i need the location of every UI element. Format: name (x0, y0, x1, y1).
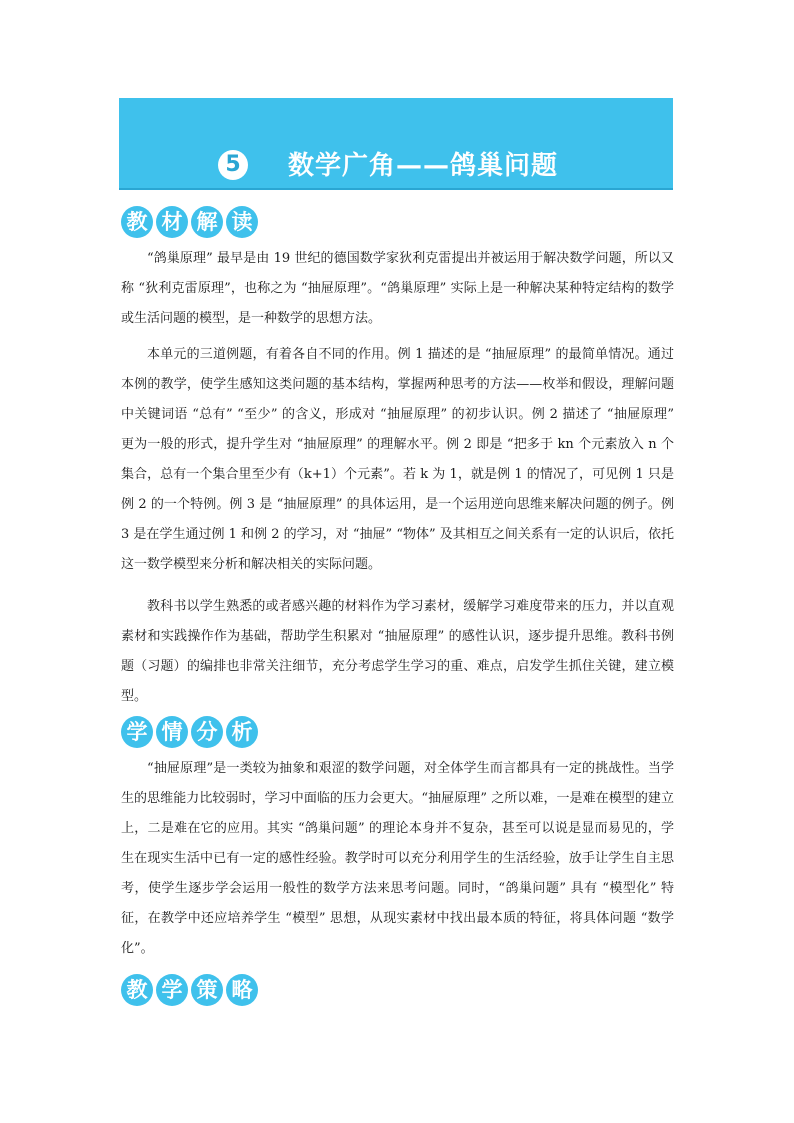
section-title-char: 教 (121, 974, 153, 1006)
section-header-jiaoxue-celue (121, 974, 258, 1006)
paragraph: 教科书以学生熟悉的或者感兴趣的材料作为学习素材，缓解学习难度带来的压力，并以直观素材和实践操作作为基础，帮助学生积累对 “抽屉原理” 的感性认识，逐步提升思维。教科书例题（习题）的编排也非常关注细节，充分考虑学生学习的重、难点，启发学生抓住关键，建立模型。 (121, 599, 674, 704)
section-title-char: 情 (156, 716, 188, 748)
section-title-char: 析 (226, 716, 258, 748)
section-header-jiaocai-jiedu (121, 206, 258, 238)
section-header-xueqing-fenxi (121, 716, 258, 748)
chapter-number-badge: 5 (218, 150, 248, 180)
paragraph: 本单元的三道例题，有着各自不同的作用。例 1 描述的是 “抽屉原理” 的最简单情况。通过本例的教学，使学生感知这类问题的基本结构，掌握两种思考的方法——枚举和假设，理解问题中关键词语 “总有” “至少” 的含义，形成对 “抽屉原理” 的初步认识。例 2 描述了 “抽屉原理” 更为一般的形式，提升学生对 “抽屉原理” 的理解水平。例 2 即是 “把多于 kn 个元素放入 n 个集合，总有一个集合里至少有（k+1）个元素”。若 k 为 1，就是例 1 的情况了，可见例 1 只是例 2 的一个特例。例 3 是 “抽屉原理” 的具体运用，是一个运用逆向思维来解决问题的例子。例 3 是在学生通过例 1 和例 2 的学习，对 “抽屉” “物体” 及其相互之间关系有一定的认识后，依托这一数学模型来分析和解决相关的实际问题。 (121, 347, 674, 572)
section-title-char: 学 (156, 974, 188, 1006)
banner-underline (119, 188, 673, 190)
section-title-char: 解 (191, 206, 223, 238)
section-title-char: 读 (226, 206, 258, 238)
paragraph: “抽屉原理”是一类较为抽象和艰涩的数学问题，对全体学生而言都具有一定的挑战性。当学生的思维能力比较弱时，学习中面临的压力会更大。“抽屉原理” 之所以难，一是难在模型的建立上，二是难在它的应用。其实 “鸽巢问题” 的理论本身并不复杂，甚至可以说是显而易见的，学生在现实生活中已有一定的感性经验。教学时可以充分利用学生的生活经验，放手让学生自主思考，使学生逐步学会运用一般性的数学方法来思考问题。同时，“鸽巢问题” 具有 “模型化” 特征，在教学中还应培养学生 “模型” 思想，从现实素材中找出最本质的特征，将具体问题 “数学化”。 (121, 761, 674, 956)
section-title-char: 略 (226, 974, 258, 1006)
section-title-char: 策 (191, 974, 223, 1006)
section-title-char: 材 (156, 206, 188, 238)
paragraph: “鸽巢原理” 最早是由 19 世纪的德国数学家狄利克雷提出并被运用于解决数学问题，所以又称 “狄利克雷原理”，也称之为 “抽屉原理”。“鸽巢原理” 实际上是一种解决某种特定结构的数学或生活问题的模型，是一种数学的思想方法。 (121, 251, 674, 326)
chapter-title: 数学广角——鸽巢问题 (288, 151, 559, 181)
section-title-char: 教 (121, 206, 153, 238)
section-title-char: 学 (121, 716, 153, 748)
section-title-char: 分 (191, 716, 223, 748)
